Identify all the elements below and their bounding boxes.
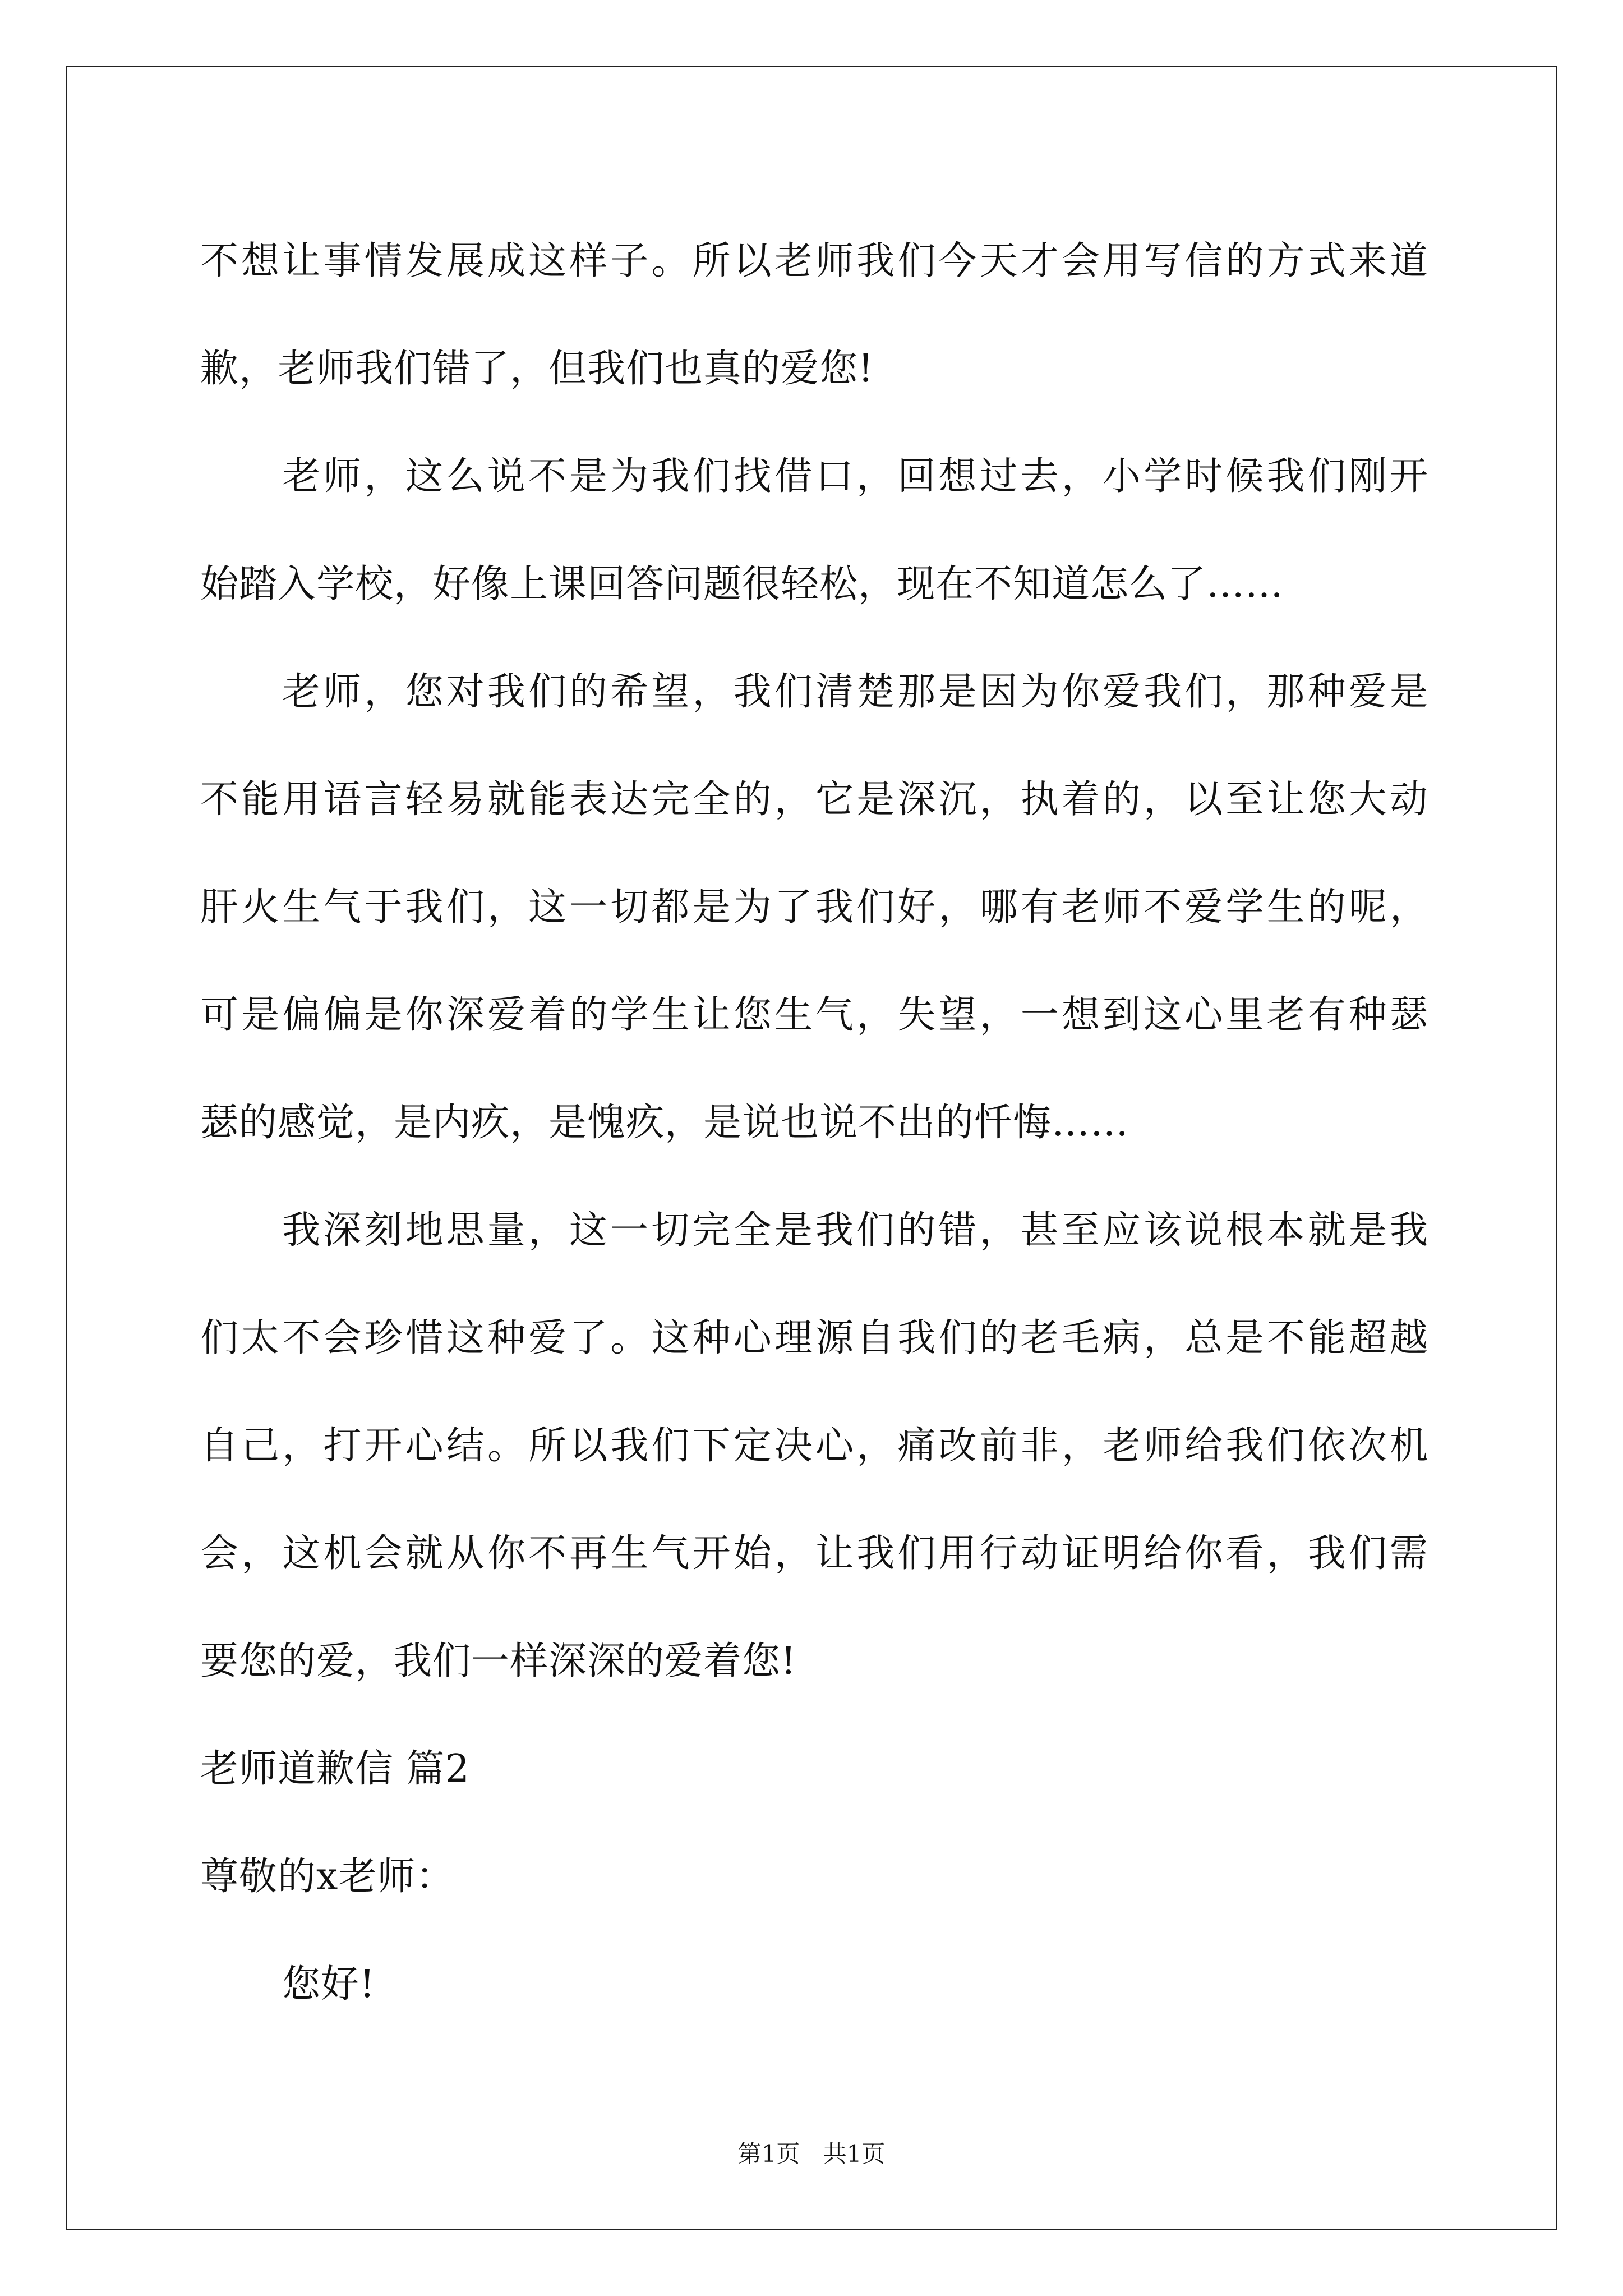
paragraph-start-line: 我深刻地思量，这一切完全是我们的错，甚至应该说根本就是我 [282,1208,1428,1253]
salutation: 尊敬的x老师： [200,1855,455,1899]
section-heading: 老师道歉信 篇2 [200,1747,470,1791]
document-body [200,208,1428,2039]
text-line: 要您的爱，我们一样深深的爱着您! [200,1639,797,1683]
text-line: 歉，老师我们错了，但我们也真的爱您! [200,347,874,391]
page-total: 共1页 [823,2140,886,2168]
text-line: 自己，打开心结。所以我们下定决心，痛改前非，老师给我们依次机 [200,1424,1428,1468]
paragraph-start-line: 老师，这么说不是为我们找借口，回想过去，小学时候我们刚开 [282,454,1428,499]
text-line: 会，这机会就从你不再生气开始，让我们用行动证明给你看，我们需 [200,1531,1428,1576]
text-line: 始踏入学校，好像上课回答问题很轻松，现在不知道怎么了…… [200,562,1284,606]
text-line: 瑟的感觉，是内疚，是愧疚，是说也说不出的忏悔…… [200,1101,1129,1145]
text-line: 不能用语言轻易就能表达完全的，它是深沉，执着的，以至让您大动 [200,777,1428,822]
text-line: 们太不会珍惜这种爱了。这种心理源自我们的老毛病，总是不能超越 [200,1316,1428,1360]
page-footer [0,2137,1623,2171]
text-line: 肝火生气于我们，这一切都是为了我们好，哪有老师不爱学生的呢， [200,885,1428,930]
greeting: 您好! [282,1962,376,2007]
text-line: 可是偏偏是你深爱着的学生让您生气，失望，一想到这心里老有种瑟 [200,993,1428,1037]
paragraph-start-line: 老师，您对我们的希望，我们清楚那是因为你爱我们，那种爱是 [282,670,1428,714]
page-number: 第1页 [737,2140,800,2168]
text-line: 不想让事情发展成这样子。所以老师我们今天才会用写信的方式来道 [200,239,1428,283]
